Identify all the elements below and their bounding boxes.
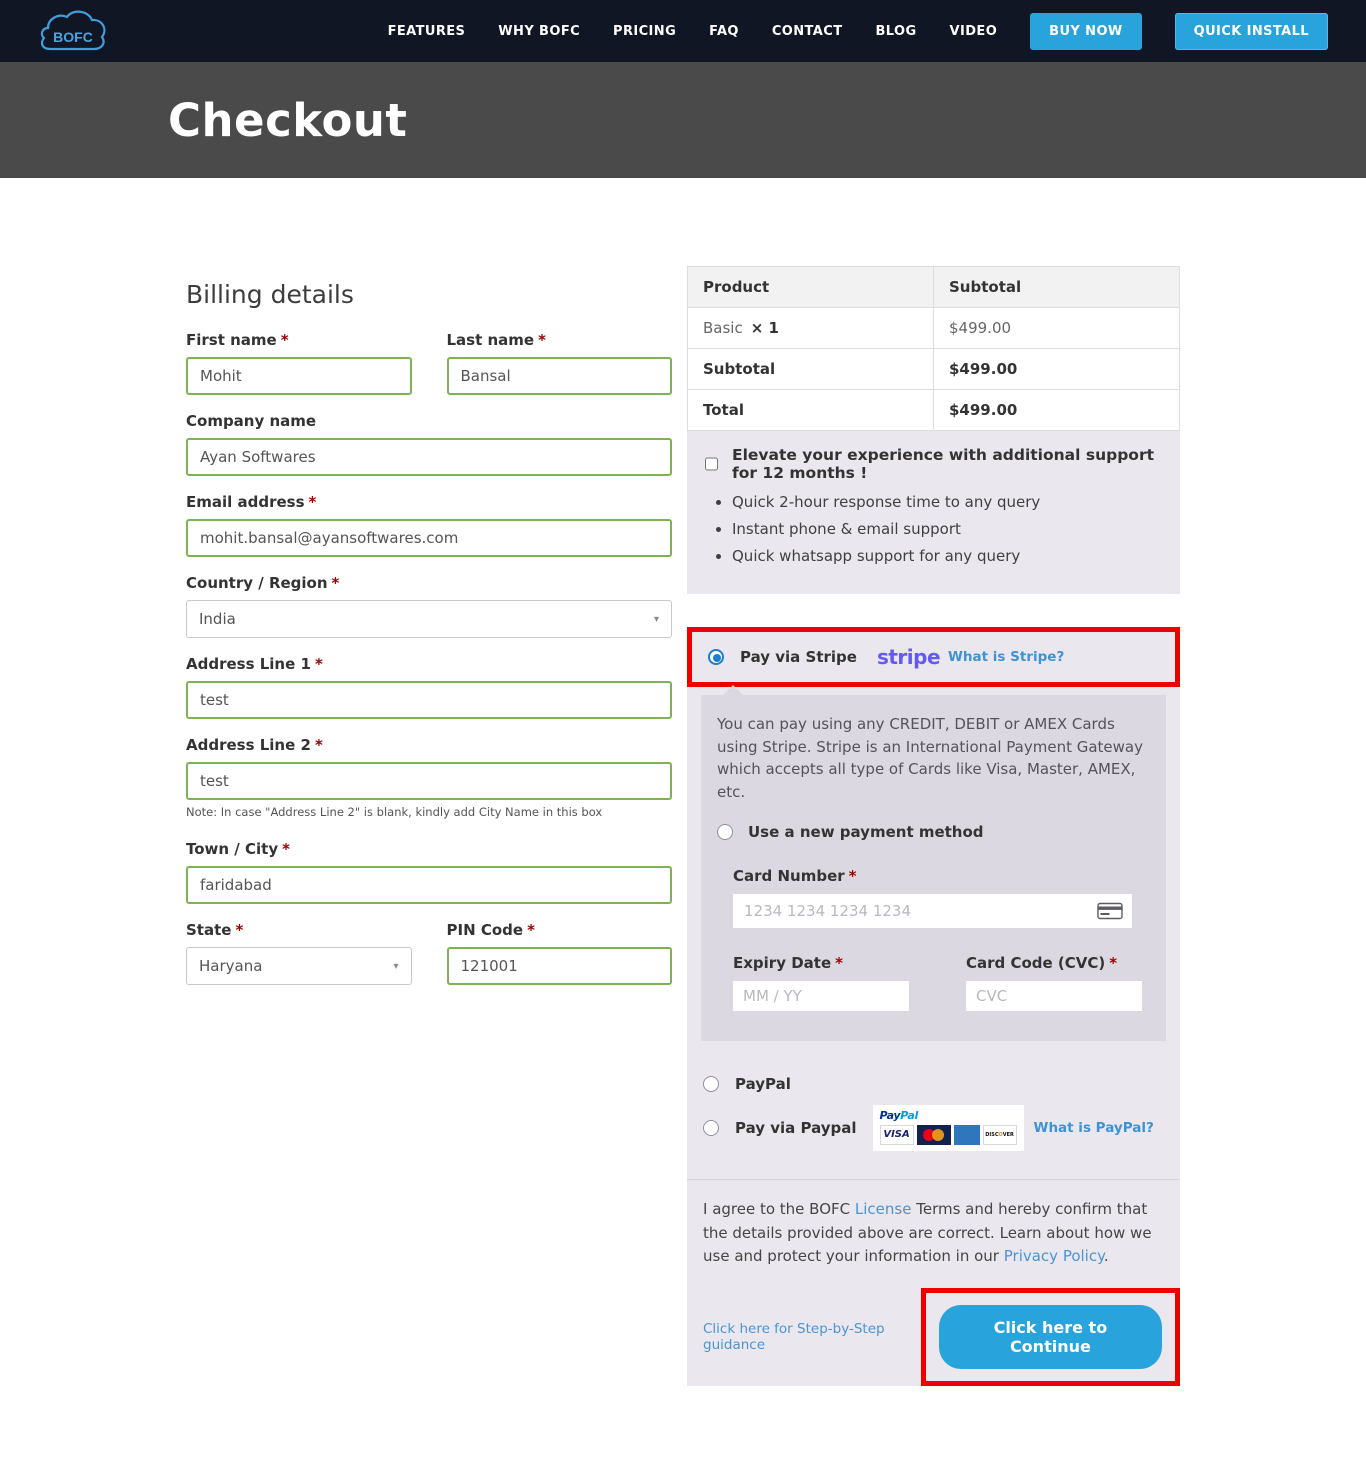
list-item: • Quick whatsapp support for any query [732, 546, 1162, 568]
state-select[interactable]: Haryana ▾ [186, 947, 412, 985]
pay-via-paypal-option[interactable] [687, 1097, 1180, 1161]
company-name-input[interactable] [186, 438, 672, 476]
table-row: Total $499.00 [688, 390, 1180, 431]
nav-item-why-bofc[interactable]: WHY BOFC [498, 23, 581, 39]
new-payment-method-radio[interactable] [717, 824, 733, 840]
country-select[interactable]: India ▾ [186, 600, 672, 638]
stripe-option-label: Pay via Stripe [740, 648, 857, 667]
address1-input[interactable] [186, 681, 672, 719]
cvc-input[interactable] [966, 981, 1142, 1011]
stripe-logo: stripe [876, 645, 941, 670]
quick-install-button[interactable]: QUICK INSTALL [1175, 13, 1328, 50]
page-title: Checkout [168, 93, 408, 147]
pay-via-paypal-label: Pay via Paypal [735, 1119, 857, 1138]
what-is-paypal-link[interactable]: What is PayPal? [1033, 1120, 1154, 1137]
nav-menu [388, 13, 1328, 50]
last-name-label: Last name * [446, 331, 546, 349]
top-navigation [0, 0, 1366, 62]
payment-section [687, 627, 1180, 1386]
page-header-band [0, 62, 1366, 178]
paypal-option[interactable] [687, 1061, 1180, 1097]
address2-note: Note: In case "Address Line 2" is blank, kindly add City Name in this box [186, 805, 603, 819]
expiry-date-label: Expiry Date * [733, 954, 843, 973]
product-column-header: Product [688, 267, 934, 308]
paypal-logo: PayPal [879, 1109, 918, 1123]
continue-button[interactable]: Click here to Continue [939, 1305, 1162, 1369]
card-number-field[interactable] [733, 894, 1132, 928]
stripe-option-highlight [687, 627, 1180, 687]
discover-icon: DISC O VER [983, 1125, 1017, 1145]
stripe-payment-body [701, 695, 1166, 1041]
privacy-policy-link[interactable]: Privacy Policy [1003, 1246, 1104, 1265]
expiry-date-input[interactable] [733, 981, 909, 1011]
mastercard-icon [917, 1125, 951, 1145]
card-number-label: Card Number * [733, 867, 857, 886]
credit-card-icon [1097, 902, 1123, 920]
billing-form [186, 266, 672, 1386]
support-offer-box [687, 431, 1180, 594]
company-name-label: Company name [186, 412, 317, 430]
bofc-logo[interactable] [36, 5, 110, 57]
pin-code-input[interactable] [447, 947, 673, 985]
subtotal-column-header: Subtotal [934, 267, 1180, 308]
stripe-radio[interactable] [708, 649, 724, 665]
payment-footer [687, 1274, 1180, 1386]
amex-icon [954, 1125, 980, 1145]
last-name-input[interactable] [447, 357, 673, 395]
nav-item-faq[interactable]: FAQ [709, 23, 739, 39]
paypal-cards-badge [873, 1105, 1024, 1151]
new-payment-method-option[interactable] [717, 823, 1150, 841]
address1-label: Address Line 1 * [186, 655, 323, 673]
order-table [687, 266, 1180, 431]
first-name-input[interactable] [186, 357, 412, 395]
pay-via-paypal-radio[interactable] [703, 1120, 719, 1136]
step-guidance-link[interactable]: Click here for Step-by-Step guidance [703, 1321, 885, 1353]
address2-label: Address Line 2 * [186, 736, 323, 754]
license-link[interactable]: License [854, 1200, 912, 1219]
table-header-row [688, 267, 1180, 308]
checkout-main [186, 178, 1180, 1386]
email-label: Email address * [186, 493, 317, 511]
billing-heading: Billing details [186, 280, 354, 309]
buy-now-button[interactable]: BUY NOW [1030, 13, 1141, 50]
nav-item-pricing[interactable]: PRICING [613, 23, 677, 39]
support-offer-checkbox[interactable] [705, 457, 718, 471]
country-label: Country / Region * [186, 574, 340, 592]
cvc-label: Card Code (CVC) * [966, 954, 1118, 973]
address2-input[interactable] [186, 762, 672, 800]
cloud-logo-icon [36, 5, 110, 57]
table-row: Subtotal $499.00 [688, 349, 1180, 390]
agreement-text: I agree to the BOFC License Terms and hereby confirm that the details provided above are correct. Learn about how we use and protect your information in our Privacy Policy. [703, 1200, 1152, 1265]
nav-item-blog[interactable]: BLOG [875, 23, 917, 39]
visa-icon: VISA [880, 1125, 914, 1145]
nav-item-features[interactable]: FEATURES [387, 23, 466, 39]
chevron-down-icon: ▾ [653, 613, 659, 625]
state-label: State * [186, 921, 244, 939]
nav-item-contact[interactable]: CONTACT [771, 23, 843, 39]
svg-text:BOFC: BOFC [53, 29, 93, 45]
stripe-description: You can pay using any CREDIT, DEBIT or AMEX Cards using Stripe. Stripe is an International Payment Gateway which accepts all type of Cards like Visa, Master, AMEX, etc. [717, 715, 1143, 801]
paypal-option-label: PayPal [735, 1075, 791, 1094]
what-is-stripe-link[interactable]: What is Stripe? [948, 649, 1065, 666]
email-input[interactable] [186, 519, 672, 557]
stripe-payment-option[interactable] [692, 632, 1175, 682]
support-offer-list [732, 492, 1162, 567]
table-row: Basic × 1 $499.00 [688, 308, 1180, 349]
list-item: • Quick 2-hour response time to any query [732, 492, 1162, 514]
chevron-down-icon: ▾ [393, 960, 399, 972]
card-number-input[interactable] [742, 901, 1097, 921]
city-input[interactable] [186, 866, 672, 904]
new-payment-method-label: Use a new payment method [748, 823, 984, 842]
list-item: • Instant phone & email support [732, 519, 1162, 541]
city-label: Town / City * [186, 840, 290, 858]
paypal-radio[interactable] [703, 1076, 719, 1092]
first-name-label: First name * [186, 331, 289, 349]
pin-code-label: PIN Code * [446, 921, 535, 939]
continue-button-highlight [921, 1288, 1180, 1386]
support-offer-title: Elevate your experience with additional support for 12 months ! [732, 446, 1155, 482]
order-review [687, 266, 1180, 1386]
nav-item-video[interactable]: VIDEO [949, 23, 998, 39]
